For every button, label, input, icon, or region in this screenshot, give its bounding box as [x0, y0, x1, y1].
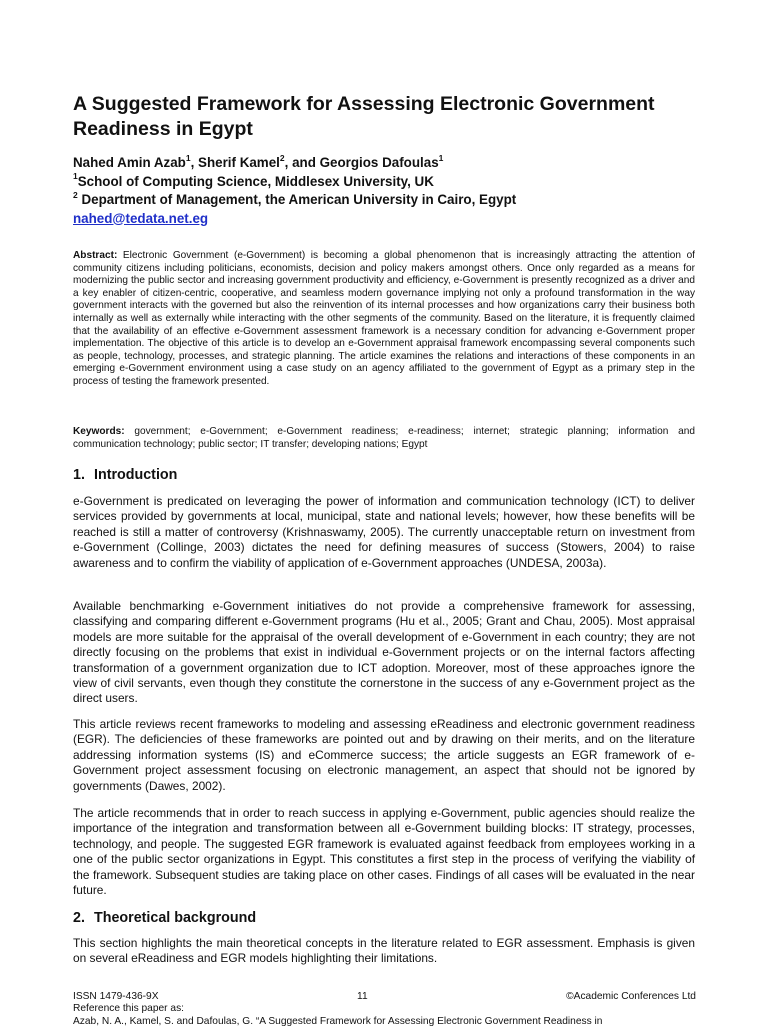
- paragraph: Available benchmarking e-Government initiatives do not provide a comprehensive framework for assessing, classifying and comparing different e-Government programs (Hu et al., 2005; Grant and Chau, 2005). Most appraisal models are more suitable for the appraisal of the overall development of e-Government in each country; they are not directly focusing on the problems that exist in individual e-Government projects or on the internal factors affecting transformation of a government organization due to ICT adoption. Moreover, most of these approaches ignore the view of civil servants, even though they constitute the cornerstone in the success of any e-Government project as the direct users.: [73, 599, 695, 706]
- paragraph: This article reviews recent frameworks to modeling and assessing eReadiness and electronic government readiness (EGR). The deficiencies of these frameworks are pointed out and by drawing on their merits, and on the literature addressing information systems (IS) and eCommerce success; the article suggests an EGR framework of e-Government project assessment focusing on electronic management, an aspect that should not be ignored by governments (Dawes, 2002).: [73, 717, 695, 793]
- author-name: , Sherif Kamel: [190, 155, 280, 170]
- section-heading-introduction: [73, 467, 177, 483]
- affiliation-mark: 2: [73, 189, 78, 200]
- keywords-text: government; e-Government; e-Government readiness; e-readiness; internet; strategic planning; information and communication technology; public sector; IT transfer; developing nations; Egypt: [73, 426, 695, 450]
- abstract-label: Abstract:: [73, 250, 118, 261]
- reference-text: Azab, N. A., Kamel, S. and Dafoulas, G. “A Suggested Framework for Assessing Electronic Government Readiness in: [73, 1015, 603, 1027]
- abstract: [73, 250, 695, 389]
- section-heading-theoretical-background: [73, 910, 256, 926]
- author-affiliation-mark: 1: [185, 152, 191, 163]
- abstract-text: Electronic Government (e-Government) is becoming a global phenomenon that is increasingly attracting the attention of community citizens including politicians, economists, decision and policy makers amongst others. Once only regarded as a means for modernizing the public sector and increasing government productivity and efficiency, e-Government is presently recognized as a driver and a key enabler of citizen-centric, cooperative, and seamless modern governance implying not only a profound transformation in the way government interacts with the governed but also the reinvention of its internal processes and how organizations carry their business both internally as well as externally while interacting with the other segments of the community. Based on the literature, it is frequently claimed that the availability of an effective e-Government assessment framework is a necessary condition for advancing e-Government proper implementation. The objective of this article is to develop an e-Government appraisal framework encompassing several components such as people, technology, processes, and strategic planning. The article examines the relations and interactions of these components in an emerging e-Government environment using a case study on an agency affiliated to the government of Egypt as a primary step in the process of testing the framework presented.: [73, 250, 695, 387]
- section-title: Introduction: [94, 467, 178, 483]
- author-line: [73, 154, 693, 173]
- affiliation-mark: 1: [73, 171, 78, 182]
- author-name: , and Georgios Dafoulas: [284, 155, 439, 170]
- author-email-link[interactable]: nahed@tedata.net.eg: [73, 210, 209, 226]
- keywords-label: Keywords:: [73, 426, 125, 437]
- email-line: [73, 210, 693, 229]
- footer-row: [73, 991, 696, 1003]
- affiliation-text: Department of Management, the American University in Cairo, Egypt: [77, 192, 517, 207]
- page-number: 11: [357, 991, 368, 1002]
- author-affiliation-mark: 1: [438, 152, 444, 163]
- author-name: Nahed Amin Azab: [73, 155, 186, 170]
- affiliation-2: [73, 191, 693, 210]
- author-block: [73, 154, 693, 228]
- section-number: 1.: [73, 467, 85, 483]
- affiliation-text: School of Computing Science, Middlesex University, UK: [77, 173, 434, 189]
- paragraph: The article recommends that in order to reach success in applying e-Government, public agencies should realize the importance of the integration and transformation between all e-Government building blocks: IT strategy, processes, technology, and people. The suggested EGR framework is evaluated against feedback from employees working in a one of the public sector organizations in Egypt. This constitutes a first step in the process of verifying the viability of the framework. Subsequent studies are taking place on other cases. Findings of all cases will be evaluated in the near future.: [73, 806, 695, 898]
- paragraph: This section highlights the main theoretical concepts in the literature related to EGR assessment. Emphasis is given on several eReadiness and EGR models highlighting their limitations.: [73, 936, 695, 966]
- affiliation-1: [73, 173, 693, 192]
- author-affiliation-mark: 2: [279, 152, 285, 163]
- page-footer: [73, 991, 696, 1028]
- issn: ISSN 1479-436-9X: [73, 991, 159, 1002]
- section-number: 2.: [73, 910, 85, 926]
- paper-title: A Suggested Framework for Assessing Electronic Government Readiness in Egypt: [73, 93, 655, 140]
- keywords: [73, 426, 695, 451]
- copyright: ©Academic Conferences Ltd: [566, 991, 696, 1002]
- section-title: Theoretical background: [94, 910, 257, 926]
- reference-label: Reference this paper as:: [73, 1003, 184, 1015]
- paragraph: e-Government is predicated on leveraging the power of information and communication technology (ICT) to deliver services provided by governments at local, municipal, state and national levels; however, how these benefits will be reached is still a matter of controversy (Krishnaswamy, 2005). The currently unacceptable return on investment from e-Government (Collinge, 2003) dictates the need for defining measures of success (Stowers, 2004) to raise awareness and to confirm the viability of application of e-Government approaches (UNDESA, 2003a).: [73, 494, 695, 570]
